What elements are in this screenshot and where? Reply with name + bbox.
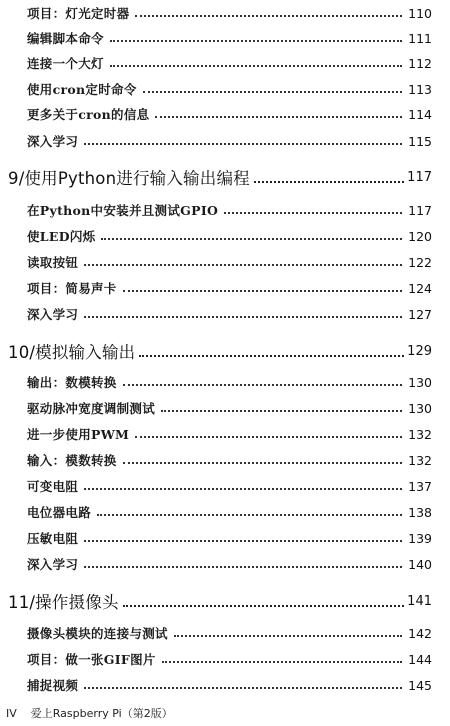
toc-entry[interactable] bbox=[0, 396, 450, 420]
toc-chapter-title: 11/操作摄像头 bbox=[8, 593, 119, 612]
toc-entry-page: 142 bbox=[408, 625, 432, 641]
toc-entry[interactable] bbox=[0, 250, 450, 274]
toc-entry-title: 驱动脉冲宽度调制测试 bbox=[27, 401, 156, 416]
dot-leader bbox=[84, 566, 402, 568]
toc-entry-page: 111 bbox=[408, 30, 432, 46]
toc-entry-page: 132 bbox=[408, 426, 432, 442]
toc-entry-title: 项目：灯光定时器 bbox=[27, 6, 130, 21]
toc-entry-page: 144 bbox=[408, 651, 432, 667]
toc-chapter-page: 129 bbox=[407, 343, 432, 359]
toc-entry-page: 145 bbox=[408, 677, 432, 693]
dot-leader bbox=[174, 635, 402, 637]
toc-entry-title: 深入学习 bbox=[27, 134, 79, 149]
toc-entry-title: 连接一个大灯 bbox=[27, 56, 104, 71]
dot-leader bbox=[84, 264, 402, 266]
toc-chapter[interactable] bbox=[0, 586, 450, 616]
toc-entry-title: 压敏电阻 bbox=[27, 531, 79, 546]
toc-entry-page: 138 bbox=[408, 504, 432, 520]
toc-entry[interactable] bbox=[0, 370, 450, 394]
toc-entry-title: 捕捉视频 bbox=[27, 678, 79, 693]
toc-entry-title: 项目：简易声卡 bbox=[27, 281, 117, 296]
toc-entry-title: 更多关于cron的信息 bbox=[27, 107, 150, 122]
toc-entry-title: 输入：模数转换 bbox=[27, 453, 117, 468]
toc-entry[interactable] bbox=[0, 621, 450, 645]
toc-entry-title: 读取按钮 bbox=[27, 255, 79, 270]
toc-entry-page: 115 bbox=[408, 133, 432, 149]
toc-entry[interactable] bbox=[0, 26, 450, 50]
toc-entry-title: 摄像头模块的连接与测试 bbox=[27, 626, 168, 641]
dot-leader bbox=[161, 410, 402, 412]
toc-entry[interactable] bbox=[0, 474, 450, 498]
toc-chapter-page: 141 bbox=[407, 593, 432, 609]
toc-chapter[interactable] bbox=[0, 336, 450, 366]
toc-chapter-page: 117 bbox=[407, 169, 432, 185]
toc-entry-title: 可变电阻 bbox=[27, 479, 79, 494]
dot-leader bbox=[110, 40, 402, 42]
toc-entry[interactable] bbox=[0, 526, 450, 550]
dot-leader bbox=[139, 355, 404, 357]
toc-entry[interactable] bbox=[0, 1, 450, 25]
dot-leader bbox=[123, 384, 403, 386]
dot-leader bbox=[84, 540, 402, 542]
toc-entry-page: 139 bbox=[408, 530, 432, 546]
folio-page-number: IV bbox=[6, 706, 17, 720]
toc-entry[interactable] bbox=[0, 129, 450, 153]
toc-entry-title: 编辑脚本命令 bbox=[27, 31, 104, 46]
toc-entry-title: 项目：做一张GIF图片 bbox=[27, 652, 156, 667]
toc-entry-page: 137 bbox=[408, 478, 432, 494]
dot-leader bbox=[135, 15, 402, 17]
toc-entry[interactable] bbox=[0, 448, 450, 472]
toc-entry[interactable] bbox=[0, 51, 450, 75]
toc-entry-title: 使LED闪烁 bbox=[27, 229, 96, 244]
dot-leader bbox=[123, 605, 405, 607]
toc-entry-page: 127 bbox=[408, 306, 432, 322]
toc-entry-page: 132 bbox=[408, 452, 432, 468]
toc-entry[interactable] bbox=[0, 552, 450, 576]
toc-entry-title: 在Python中安装并且测试GPIO bbox=[27, 203, 219, 218]
toc-entry[interactable] bbox=[0, 500, 450, 524]
toc-entry-title: 深入学习 bbox=[27, 557, 79, 572]
toc-entry[interactable] bbox=[0, 198, 450, 222]
running-book-title: 爱上Raspberry Pi（第2版） bbox=[30, 707, 173, 720]
toc-entry-title: 输出：数模转换 bbox=[27, 375, 117, 390]
dot-leader bbox=[224, 212, 402, 214]
toc-chapter[interactable] bbox=[0, 162, 450, 192]
page-footer bbox=[6, 704, 173, 722]
toc-entry-page: 113 bbox=[408, 81, 432, 97]
dot-leader bbox=[155, 116, 402, 118]
toc-entry-page: 117 bbox=[408, 202, 432, 218]
toc-entry[interactable] bbox=[0, 302, 450, 326]
toc-entry-page: 122 bbox=[408, 254, 432, 270]
toc-entry-page: 130 bbox=[408, 400, 432, 416]
toc-entry-page: 124 bbox=[408, 280, 432, 296]
dot-leader bbox=[254, 181, 404, 183]
dot-leader bbox=[84, 316, 402, 318]
dot-leader bbox=[123, 462, 403, 464]
dot-leader bbox=[97, 514, 402, 516]
dot-leader bbox=[101, 238, 402, 240]
toc-entry[interactable] bbox=[0, 276, 450, 300]
dot-leader bbox=[135, 436, 402, 438]
toc-entry[interactable] bbox=[0, 673, 450, 697]
toc-entry-title: 使用cron定时命令 bbox=[27, 82, 137, 97]
dot-leader bbox=[110, 65, 402, 67]
toc-entry[interactable] bbox=[0, 422, 450, 446]
dot-leader bbox=[143, 91, 403, 93]
dot-leader bbox=[162, 661, 402, 663]
toc-entry[interactable] bbox=[0, 647, 450, 671]
toc-entry[interactable] bbox=[0, 102, 450, 126]
toc-chapter-title: 10/模拟输入输出 bbox=[8, 343, 136, 362]
dot-leader bbox=[123, 290, 403, 292]
toc-entry-title: 深入学习 bbox=[27, 307, 79, 322]
toc-entry-title: 电位器电路 bbox=[27, 505, 92, 520]
toc-entry-page: 110 bbox=[408, 5, 432, 21]
dot-leader bbox=[84, 143, 402, 145]
toc-entry-page: 114 bbox=[408, 106, 432, 122]
dot-leader bbox=[84, 687, 402, 689]
toc-entry[interactable] bbox=[0, 224, 450, 248]
toc-entry-title: 进一步使用PWM bbox=[27, 427, 130, 442]
toc-entry-page: 130 bbox=[408, 374, 432, 390]
toc-entry[interactable] bbox=[0, 77, 450, 101]
dot-leader bbox=[84, 488, 402, 490]
toc-entry-page: 140 bbox=[408, 556, 432, 572]
toc-chapter-title: 9/使用Python进行输入输出编程 bbox=[8, 169, 250, 188]
toc-entry-page: 120 bbox=[408, 228, 432, 244]
toc-entry-page: 112 bbox=[408, 55, 432, 71]
